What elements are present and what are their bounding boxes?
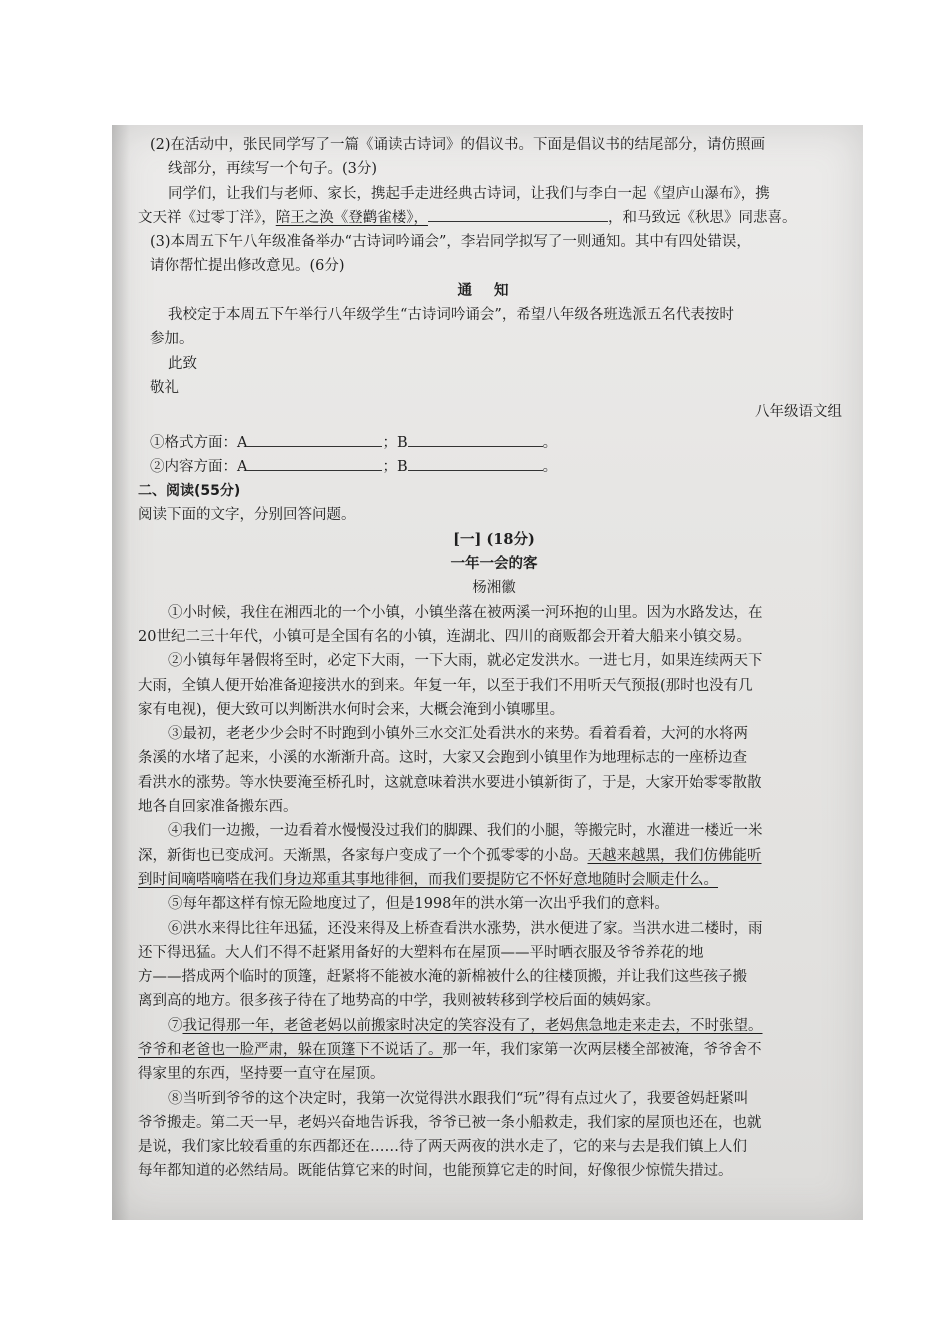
q3-line-1: (3)本周五下午八年级准备举办“古诗词吟诵会”，李岩同学拟写了一则通知。其中有四处错误，: [150, 234, 751, 251]
part-label: [一] (18分): [453, 530, 535, 548]
q3-format-blank-a[interactable]: [247, 432, 382, 447]
q3-answer-content: [138, 455, 850, 479]
essay-p7-line-2-text: 那一年，我们家第一次两层楼全部被淹，爷爷舍不: [442, 1041, 762, 1058]
q3-content-blank-a[interactable]: [247, 456, 382, 471]
q2-line-4-end: ，和马致远《秋思》同悲喜。: [608, 209, 797, 226]
essay-p6-line-4: 离到高的地方。很多孩子待在了地势高的中学，我则被转移到学校后面的姨妈家。: [138, 993, 660, 1010]
q3-content-blank-b[interactable]: [408, 456, 543, 471]
essay-p7-line-2: [138, 1038, 850, 1062]
essay-title: 一年一会的客: [450, 555, 538, 573]
essay-p4-line-1: ④我们一边搬，一边看着水慢慢没过我们的脚踝、我们的小腿，等搬完时，水灌进一楼近一米: [168, 823, 763, 840]
essay-p1-line-1: ①小时候，我住在湘西北的一个小镇，小镇坐落在被两溪一河环抱的山里。因为水路发达，在: [168, 604, 763, 621]
q2-underlined-example: 陪王之涣《登鹳雀楼》，: [275, 209, 428, 226]
page-shadow: [112, 125, 130, 1220]
q2-line-1: (2)在活动中，张民同学写了一篇《诵读古诗词》的倡议书。下面是倡议书的结尾部分，请仿照画: [150, 137, 766, 153]
notice-cizhi: 此致: [168, 355, 197, 372]
essay-p3-line-1: ③最初，老老少少会时不时跑到小镇外三水交汇处看洪水的来势。看着看着，大河的水将两: [168, 726, 748, 743]
essay-p7-line-1: [138, 1014, 850, 1038]
essay-p4-underlined-2: 到时间嘀嗒嘀嗒在我们身边郑重其事地徘徊，而我们要提防它不怀好意地随时会顺走什么。: [138, 871, 718, 888]
section-heading: 二、阅读(55分): [138, 483, 241, 500]
notice-title: 通知: [457, 281, 531, 299]
q3-answer-format-label: ①格式方面：A: [150, 434, 248, 451]
essay-p4-line-2: [138, 844, 850, 868]
essay-p1-line-2: 20世纪二三十年代，小镇可是全国有名的小镇，连湖北、四川的商贩都会开着大船来小镇交易。: [138, 628, 751, 645]
essay-p3-line-4: 地各自回家准备搬东西。: [138, 799, 298, 816]
q3-format-blank-b[interactable]: [408, 432, 543, 447]
essay-p7-line-3: 得家里的东西，坚持要一直守在屋顶。: [138, 1066, 385, 1083]
exam-page: [112, 125, 863, 1220]
essay-p8-line-2: 爷爷搬走。第二天一早，老妈兴奋地告诉我，爷爷已被一条小船救走，我们家的屋顶也还在，也就: [138, 1114, 762, 1131]
q3-answer-format-b-label: ；B: [382, 434, 408, 451]
q3-line-2: 请你帮忙提出修改意见。(6分): [150, 258, 345, 275]
essay-p7-number: ⑦: [168, 1017, 183, 1034]
essay-p2-line-2: 大雨，全镇人便开始准备迎接洪水的到来。年复一年，以至于我们不用听天气预报(那时也没有几: [138, 677, 753, 694]
essay-p8-line-3: 是说，我们家比较看重的东西都还在……待了两天两夜的洪水走了，它的来与去是我们镇上人们: [138, 1139, 747, 1156]
essay-p6-line-1: ⑥洪水来得比往年迅猛，还没来得及上桥查看洪水涨势，洪水便进了家。当洪水进二楼时，雨: [168, 920, 763, 937]
q2-line-2: 线部分，再续写一个句子。(3分): [168, 161, 378, 178]
q2-line-4-start: 文天祥《过零丁洋》，: [138, 209, 276, 226]
notice-signature: 八年级语文组: [755, 404, 842, 421]
essay-p3-line-2: 条溪的水堵了起来，小溪的水渐渐升高。这时，大家又会跑到小镇里作为地理标志的一座桥边查: [138, 750, 747, 767]
q2-line-3: 同学们，让我们与老师、家长，携起手走进经典古诗词，让我们与李白一起《望庐山瀑布》，携: [168, 185, 770, 202]
essay-p3-line-3: 看洪水的涨势。等水快要淹至桥孔时，这就意味着洪水要进小镇新街了，于是，大家开始零零散散: [138, 774, 762, 791]
page-content: [138, 133, 850, 1184]
section-instruction: 阅读下面的文字，分别回答问题。: [138, 507, 356, 524]
notice-jingli: 敬礼: [150, 379, 179, 396]
q2-answer-blank[interactable]: [428, 207, 608, 222]
notice-body-1: 我校定于本周五下午举行八年级学生“古诗词吟诵会”，希望八年级各班选派五名代表按时: [168, 307, 734, 324]
essay-p4-underlined-1: 天越来越黑，我们仿佛能听: [587, 847, 762, 864]
essay-p7-underlined-2: 爷爷和老爸也一脸严肃，躲在顶篷下不说话了。: [138, 1041, 443, 1058]
essay-p6-line-2: 还下得迅猛。大人们不得不赶紧用备好的大塑料布在屋顶——平时晒衣服及爷爷养花的地: [138, 944, 704, 961]
essay-p8-line-4: 每年都知道的必然结局。既能估算它来的时间，也能预算它走的时间，好像很少惊慌失措过。: [138, 1163, 733, 1180]
notice-body-2: 参加。: [150, 331, 194, 348]
essay-p4-line-2-text: 深，新街也已变成河。天渐黑，各家每户变成了一个个孤零零的小岛。: [138, 847, 588, 864]
essay-p6-line-3: 方——搭成两个临时的顶篷，赶紧将不能被水淹的新棉被什么的往楼顶搬，并让我们这些孩子搬: [138, 969, 747, 986]
essay-p7-underlined-1: 我记得那一年，老爸老妈以前搬家时决定的笑容没有了，老妈焦急地走来走去，不时张望。: [182, 1017, 763, 1034]
q3-answer-format-end: 。: [542, 434, 558, 451]
essay-author: 杨湘徽: [472, 580, 516, 597]
essay-p8-line-1: ⑧当听到爷爷的这个决定时，我第一次觉得洪水跟我们“玩”得有点过火了，我要爸妈赶紧叫: [168, 1090, 749, 1107]
essay-p2-line-1: ②小镇每年暑假将至时，必定下大雨，一下大雨，就必定发洪水。一进七月，如果连续两天下: [168, 653, 763, 670]
q2-line-4: [138, 206, 850, 230]
q3-answer-format: [138, 431, 850, 455]
q3-answer-content-b-label: ；B: [382, 458, 408, 475]
q3-answer-content-label: ②内容方面：A: [150, 458, 248, 475]
essay-p2-line-3: 家有电视)，便大致可以判断洪水何时会来，大概会淹到小镇哪里。: [138, 701, 565, 718]
essay-p5-line-1: ⑤每年都这样有惊无险地度过了，但是1998年的洪水第一次出乎我们的意料。: [168, 896, 669, 913]
q3-answer-content-end: 。: [542, 458, 558, 475]
